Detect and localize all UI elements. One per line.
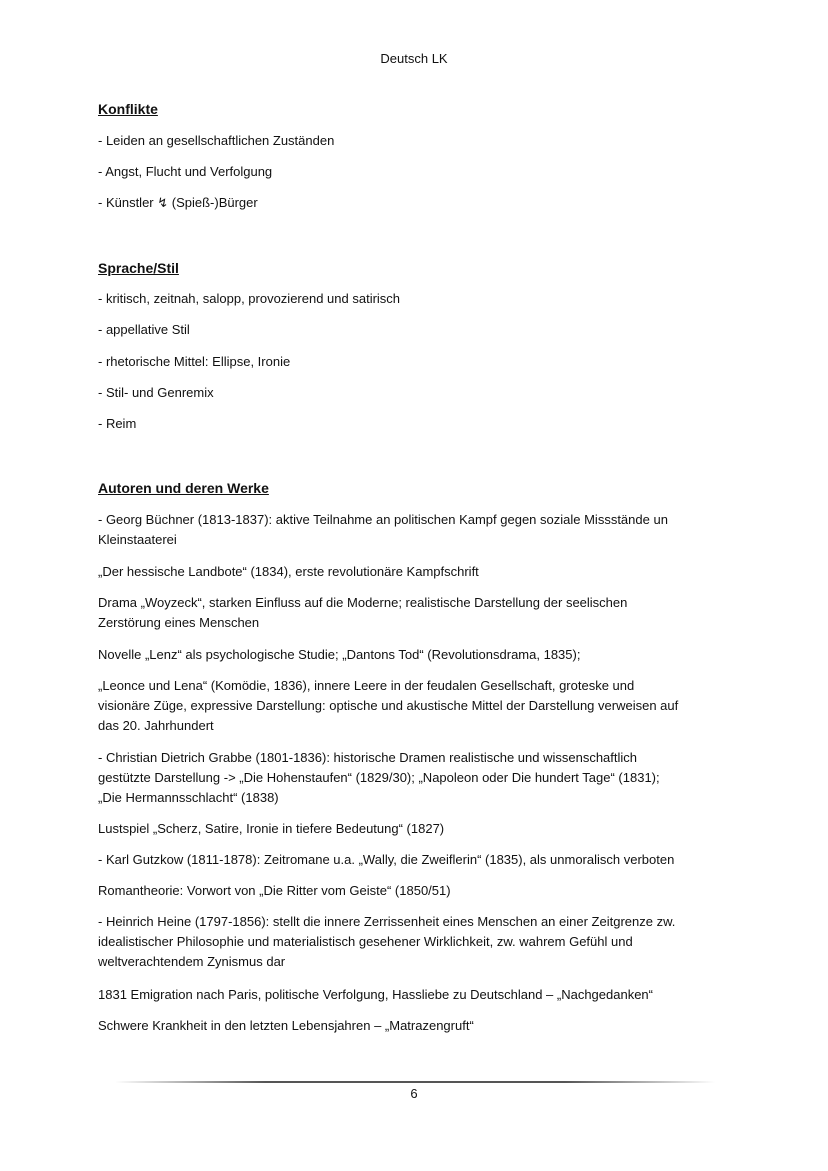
list-item: - Stil- und Genremix <box>98 385 214 400</box>
heading-sprache-stil: Sprache/Stil <box>98 260 179 276</box>
list-item: - kritisch, zeitnah, salopp, provozierend und satirisch <box>98 291 401 306</box>
text-line: weltverachtendem Zynismus dar <box>98 954 286 969</box>
list-item: - Angst, Flucht und Verfolgung <box>98 164 273 179</box>
heading-konflikte: Konflikte <box>98 101 158 117</box>
text-line: idealistischer Philosophie und materialistisch gesehener Wirklichkeit, zw. wahrem Gefühl und <box>98 934 633 949</box>
page-header-title: Deutsch LK <box>380 51 448 66</box>
text-line: 1831 Emigration nach Paris, politische Verfolgung, Hassliebe zu Deutschland – „Nachgedanken“ <box>98 987 653 1002</box>
text-line: Drama „Woyzeck“, starken Einfluss auf die Moderne; realistische Darstellung der seelischen <box>98 595 628 610</box>
text-line: - Karl Gutzkow (1811-1878): Zeitromane u.a. „Wally, die Zweiflerin“ (1835), als unmoralisch verboten <box>98 852 675 867</box>
list-item: - appellative Stil <box>98 322 190 337</box>
text-line: „Der hessische Landbote“ (1834), erste revolutionäre Kampfschrift <box>98 564 479 579</box>
text-line: das 20. Jahrhundert <box>98 718 214 733</box>
text-line: „Leonce und Lena“ (Komödie, 1836), innere Leere in der feudalen Gesellschaft, groteske und <box>98 678 635 693</box>
text-line: Romantheorie: Vorwort von „Die Ritter vom Geiste“ (1850/51) <box>98 883 451 898</box>
text-line: gestützte Darstellung -> „Die Hohenstaufen“ (1829/30); „Napoleon oder Die hundert Tage“ (1831); <box>98 770 660 785</box>
text-line: visionäre Züge, expressive Darstellung: optische und akustische Mittel der Darstellung verweisen auf <box>98 698 679 713</box>
text-line: Schwere Krankheit in den letzten Lebensjahren – „Matrazengruft“ <box>98 1018 474 1033</box>
text-line: Kleinstaaterei <box>98 532 177 547</box>
list-item: - Künstler ↯ (Spieß-)Bürger <box>98 195 258 210</box>
footer-divider <box>115 1081 715 1083</box>
text-line: Novelle „Lenz“ als psychologische Studie; „Dantons Tod“ (Revolutionsdrama, 1835); <box>98 647 581 662</box>
text-line: Zerstörung eines Menschen <box>98 615 260 630</box>
text-line: - Georg Büchner (1813-1837): aktive Teilnahme an politischen Kampf gegen soziale Missstände un <box>98 512 668 527</box>
text-line: „Die Hermannsschlacht“ (1838) <box>98 790 279 805</box>
page-number: 6 <box>410 1086 418 1101</box>
heading-autoren: Autoren und deren Werke <box>98 480 269 496</box>
list-item: - Leiden an gesellschaftlichen Zuständen <box>98 133 335 148</box>
text-line: - Heinrich Heine (1797-1856): stellt die innere Zerrissenheit eines Menschen an einer Zeitgrenze zw. <box>98 914 676 929</box>
text-line: Lustspiel „Scherz, Satire, Ironie in tiefere Bedeutung“ (1827) <box>98 821 445 836</box>
text-line: - Christian Dietrich Grabbe (1801-1836): historische Dramen realistische und wissenschaftlich <box>98 750 638 765</box>
list-item: - Reim <box>98 416 137 431</box>
list-item: - rhetorische Mittel: Ellipse, Ironie <box>98 354 291 369</box>
